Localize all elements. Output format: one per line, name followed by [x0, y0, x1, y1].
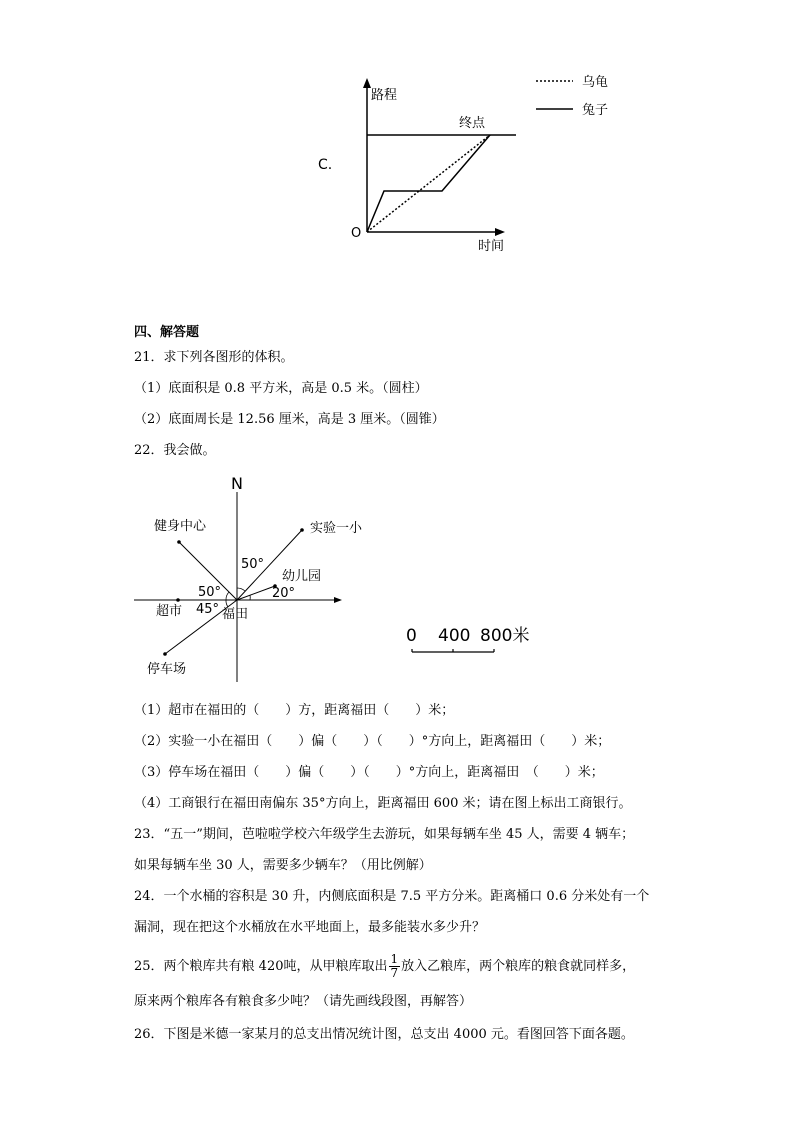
q25-line2: 原来两个粮库各有粮食多少吨？（请先画线段图，再解答） [134, 994, 473, 1009]
q23-line2: 如果每辆车坐 30 人，需要多少辆车？（用比例解） [134, 858, 432, 873]
east-arrow [334, 597, 342, 603]
option-c-label: C. [318, 157, 333, 173]
section-title: 四、解答题 [134, 325, 200, 340]
q25-fraction-numerator: 1 [390, 952, 399, 966]
legend-tortoise-label: 乌龟 [582, 75, 609, 90]
point-supermarket [176, 598, 180, 602]
race-graph [340, 75, 640, 260]
q23-line1: 23．“五一”期间，芭啦啦学校六年级学生去游玩，如果每辆车坐 45 人，需要 4 辆车； [134, 827, 635, 842]
q25-line1-before: 25．两个粮库共有粮 420吨，从甲粮库取出 [134, 959, 388, 974]
q25-line1-after: 放入乙粮库，两个粮库的粮食就同样多， [401, 959, 636, 974]
legend-rabbit-label: 兔子 [582, 103, 609, 118]
y-axis-arrow [363, 78, 371, 88]
q22-part1: （1）超市在福田的（ ）方，距离福田（ ）米； [134, 703, 455, 718]
north-label: N [231, 474, 243, 493]
origin-label: O [351, 226, 362, 241]
angle-kindergarten-label: 20° [272, 586, 296, 601]
arc-parking [226, 600, 228, 607]
q22-stem: 22．我会做。 [134, 443, 216, 458]
parking-label: 停车场 [147, 662, 187, 677]
q24-line2: 漏洞，现在把这个水桶放在水平地面上，最多能装水多少升？ [134, 920, 486, 935]
q25-line1 [134, 952, 635, 982]
angle-gym-label: 50° [198, 585, 222, 600]
arc-north-school [237, 588, 245, 591]
q22-part4: （4）工商银行在福田南偏东 35°方向上，距离福田 600 米；请在图上标出工商银行。 [134, 796, 632, 811]
q22-part2: （2）实验一小在福田（ ）偏（ ）（ ）°方向上，距离福田（ ）米； [134, 734, 611, 749]
futian-label: 福田 [222, 607, 249, 622]
finish-label: 终点 [459, 116, 486, 131]
arc-gym [226, 592, 229, 600]
scale-label-0: 0 [406, 626, 417, 646]
direction-map [130, 470, 363, 685]
y-axis-label: 路程 [371, 88, 398, 103]
x-axis-label: 时间 [478, 239, 505, 254]
q24-line1: 24．一个水桶的容积是 30 升，内侧底面积是 7.5 平方分米。距离桶口 0.6 分米处有一个 [134, 889, 650, 904]
scale-label-400: 400 [438, 626, 471, 646]
supermarket-label: 超市 [156, 604, 183, 619]
point-gym [177, 540, 181, 544]
school-label: 实验一小 [310, 521, 363, 536]
q21-part2: （2）底面周长是 12.56 厘米，高是 3 厘米。（圆锥） [134, 412, 445, 427]
scale-bar [400, 622, 540, 660]
q25-fraction [389, 953, 401, 980]
q22-part3: （3）停车场在福田（ ）偏（ ）（ ）°方向上，距离福田 （ ）米； [134, 765, 604, 780]
q21-stem: 21．求下列各图形的体积。 [134, 350, 294, 365]
angle-supermarket-label: 45° [196, 602, 220, 617]
x-axis-arrow [495, 228, 505, 236]
angle-north-label: 50° [241, 557, 265, 572]
ray-kindergarten [237, 586, 275, 600]
gym-label: 健身中心 [154, 519, 207, 534]
point-school [300, 528, 304, 532]
q26-line1: 26．下图是米德一家某月的总支出情况统计图，总支出 4000 元。看图回答下面各题。 [134, 1027, 634, 1042]
q21-part1: （1）底面积是 0.8 平方米，高是 0.5 米。（圆柱） [134, 381, 428, 396]
kindergarten-label: 幼儿园 [282, 569, 322, 584]
scale-label-800: 800米 [480, 626, 530, 646]
q25-fraction-denominator: 7 [390, 966, 399, 980]
tortoise-line [367, 135, 490, 232]
point-parking [163, 652, 167, 656]
